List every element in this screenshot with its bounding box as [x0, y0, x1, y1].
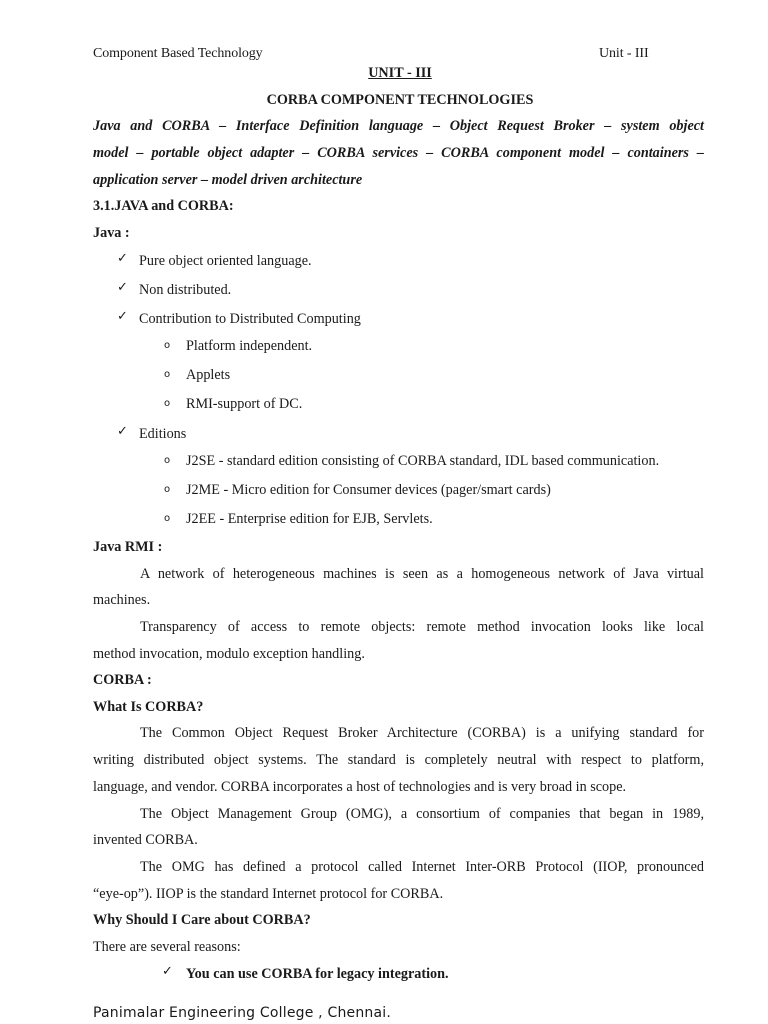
what-is-corba-heading: What Is CORBA?	[93, 699, 204, 715]
corba-paragraph-1-line-3: language, and vendor. CORBA incorporates a host of technologies and is very broad in scope.	[93, 779, 627, 795]
circle-bullet-icon: o	[164, 455, 171, 466]
circle-bullet-icon: o	[164, 484, 171, 495]
header-unit-label: Unit - III	[599, 46, 649, 61]
header-course-title: Component Based Technology	[93, 46, 263, 61]
java-heading: Java :	[93, 225, 130, 241]
rmi-paragraph-1-line-1: A network of heterogeneous machines is seen as a homogeneous network of Java virtual	[140, 566, 704, 582]
reason-1: You can use CORBA for legacy integration.	[186, 966, 449, 982]
dc-sub-2: Applets	[186, 367, 231, 383]
checkmark-icon: ✓	[162, 964, 173, 979]
corba-paragraph-2-line-1: The Object Management Group (OMG), a consortium of companies that began in 1989,	[140, 806, 704, 822]
syllabus-line-3: application server – model driven architecture	[93, 172, 363, 188]
corba-heading: CORBA :	[93, 672, 152, 688]
circle-bullet-icon: o	[164, 513, 171, 524]
chapter-heading: CORBA COMPONENT TECHNOLOGIES	[266, 92, 534, 108]
syllabus-line-1: Java and CORBA – Interface Definition language – Object Request Broker – system object	[93, 118, 704, 134]
checkmark-icon: ✓	[117, 309, 128, 324]
corba-paragraph-1-line-2: writing distributed object systems. The standard is completely neutral with respect to platform,	[93, 752, 704, 768]
unit-title: UNIT - III	[368, 65, 432, 81]
syllabus-line-2: model – portable object adapter – CORBA services – CORBA component model – containers –	[93, 145, 704, 161]
reasons-intro: There are several reasons:	[93, 939, 241, 955]
java-bullet-2: Non distributed.	[139, 282, 232, 298]
editions-label: Editions	[139, 426, 187, 442]
dc-sub-3: RMI-support of DC.	[186, 396, 303, 412]
circle-bullet-icon: o	[164, 340, 171, 351]
checkmark-icon: ✓	[117, 251, 128, 266]
edition-j2se: J2SE - standard edition consisting of CORBA standard, IDL based communication.	[186, 453, 660, 469]
rmi-paragraph-2-line-2: method invocation, modulo exception handling.	[93, 646, 365, 662]
java-rmi-heading: Java RMI :	[93, 539, 163, 555]
edition-j2me: J2ME - Micro edition for Consumer devices (pager/smart cards)	[186, 482, 551, 498]
corba-paragraph-1-line-1: The Common Object Request Broker Architecture (CORBA) is a unifying standard for	[140, 725, 704, 741]
edition-j2ee: J2EE - Enterprise edition for EJB, Servlets.	[186, 511, 433, 527]
rmi-paragraph-1-line-2: machines.	[93, 592, 151, 608]
rmi-paragraph-2-line-1: Transparency of access to remote objects: remote method invocation looks like local	[140, 619, 704, 635]
dc-sub-1: Platform independent.	[186, 338, 313, 354]
circle-bullet-icon: o	[164, 398, 171, 409]
java-bullet-1: Pure object oriented language.	[139, 253, 312, 269]
section-3-1-heading: 3.1.JAVA and CORBA:	[93, 198, 234, 214]
corba-paragraph-2-line-2: invented CORBA.	[93, 832, 198, 848]
corba-paragraph-3-line-1: The OMG has defined a protocol called Internet Inter-ORB Protocol (IIOP, pronounced	[140, 859, 704, 875]
checkmark-icon: ✓	[117, 280, 128, 295]
circle-bullet-icon: o	[164, 369, 171, 380]
checkmark-icon: ✓	[117, 424, 128, 439]
why-care-heading: Why Should I Care about CORBA?	[93, 912, 311, 928]
footer-college-name: Panimalar Engineering College , Chennai.	[93, 1005, 392, 1021]
corba-paragraph-3-line-2: “eye-op”). IIOP is the standard Internet protocol for CORBA.	[93, 886, 444, 902]
java-bullet-3: Contribution to Distributed Computing	[139, 311, 361, 327]
